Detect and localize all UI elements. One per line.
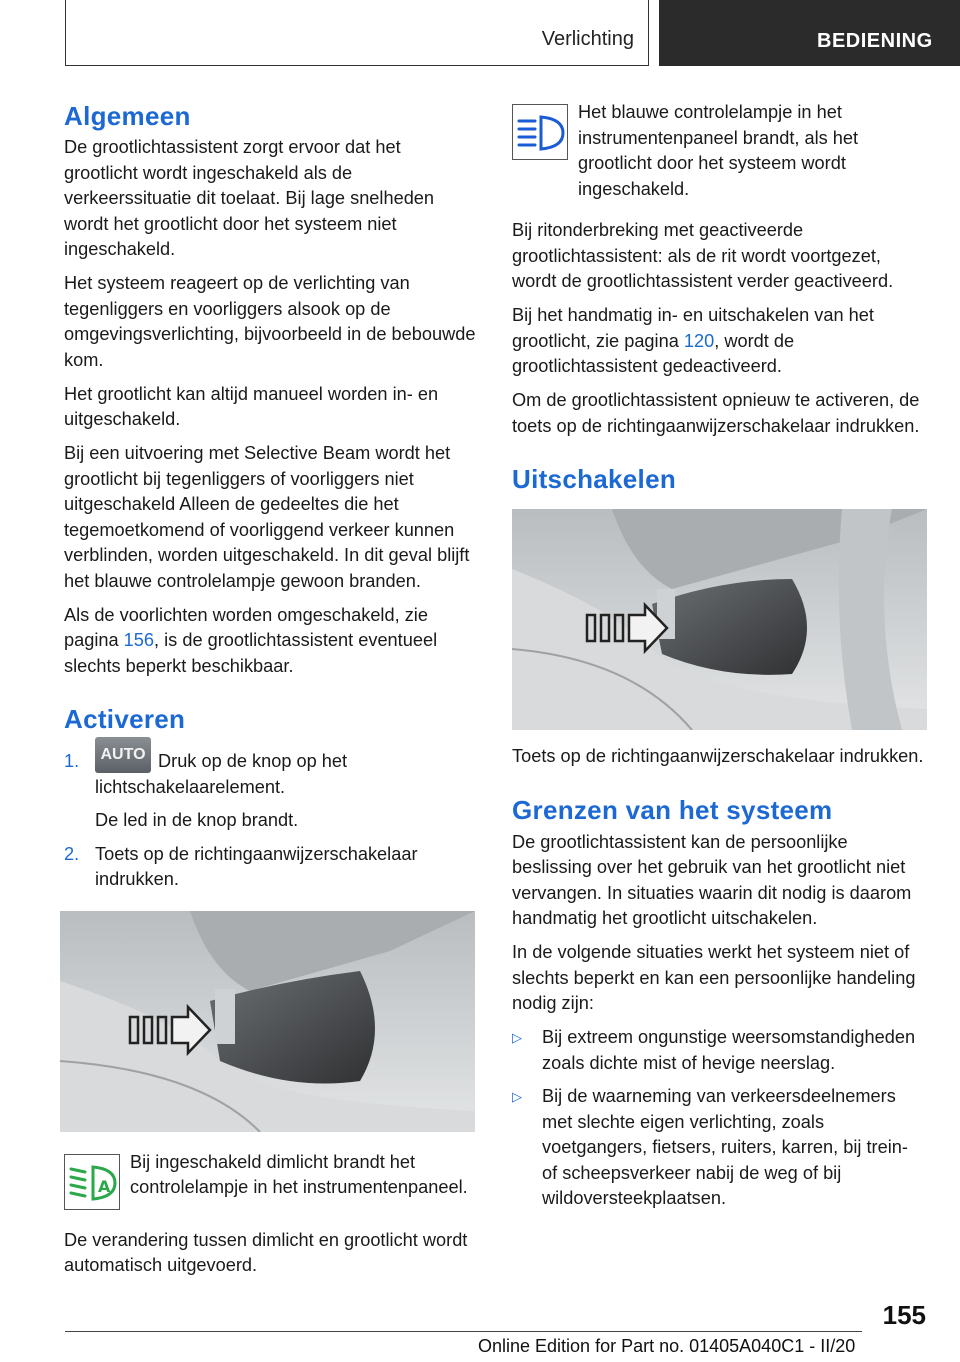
paragraph: Het systeem reageert op de verlichting van tegenliggers en voorliggers alsook op de omgevingsverlichting, bijvoorbeeld in de bebouwde kom.: [64, 273, 476, 370]
heading-algemeen: Algemeen: [64, 101, 191, 131]
left-column: [64, 100, 478, 1287]
page-link-156[interactable]: 156: [123, 630, 155, 651]
paragraph: Als de voorlichten worden omgeschakeld, zie pagina 156, is de grootlichtassistent eventueel slechts beperkt beschikbaar.: [64, 604, 438, 676]
heading-activeren: Activeren: [64, 704, 186, 735]
chapter-title: Verlichting: [541, 28, 634, 50]
step-2: 2. Toets op de richtingaanwijzerschakelaar indrukken.: [64, 843, 418, 890]
section-tab: BEDIENING: [659, 0, 960, 66]
step-number: 2.: [64, 843, 80, 864]
paragraph: Het grootlicht kan altijd manueel worden in- en uitgeschakeld.: [64, 383, 439, 430]
svg-text:A: A: [98, 1176, 111, 1196]
page-number: 155: [882, 1300, 926, 1330]
stalk-photo-activate: [60, 911, 475, 1132]
heading-grenzen: Grenzen van het systeem: [512, 794, 833, 825]
stalk-photo-deactivate: [512, 509, 927, 730]
footer-divider: [65, 1331, 862, 1332]
step-1: 1. AUTO Druk op de knop op het lichtschakelaarelement. De led in de knop brandt.: [64, 749, 478, 834]
list-item: ▷ Bij extreem ongunstige weersomstandigheden zoals dichte mist of hevige neerslag.: [512, 1027, 916, 1073]
footer-edition: Online Edition for Part no. 01405A040C1 - II/20: [478, 1336, 856, 1356]
high-beam-lamp-icon: [512, 104, 568, 160]
paragraph: De grootlichtassistent zorgt ervoor dat het grootlicht wordt ingeschakeld als de verkeerssituatie dit toelaat. Bij lage snelheden wordt het grootlicht door het systeem niet ingeschakeld.: [64, 137, 435, 259]
bullet-triangle-icon: ▷: [512, 1030, 522, 1046]
paragraph: Bij een uitvoering met Selective Beam wordt het grootlicht bij tegenliggers of voorliggers niet uitgeschakeld Alleen de gedeeltes die het tegemoetkomend of voorliggend verkeer kunnen verblinden, worden uitgeschakeld. In dit geval blijft het blauwe controlelampje gewoon branden.: [64, 443, 470, 591]
right-column: [512, 100, 926, 1220]
step-number: 1.: [64, 751, 80, 772]
paragraph: Om de grootlichtassistent opnieuw te activeren, de toets op de richtingaanwijzerschakelaar indrukken.: [512, 390, 920, 436]
paragraph: Bij ritonderbreking met geactiveerde grootlichtassistent: als de rit wordt voortgezet, wordt de grootlichtassistent verder geactiveerd.: [512, 220, 894, 291]
paragraph: De grootlichtassistent kan de persoonlijke beslissing over het gebruik van het grootlicht niet vervangen. In situaties waarin dit nodig is daarom handmatig het grootlicht uitschakelen.: [512, 831, 912, 929]
step-1-note: De led in de knop brandt.: [95, 810, 299, 831]
paragraph: De verandering tussen dimlicht en grootlicht wordt automatisch uitgevoerd.: [64, 1229, 468, 1276]
low-beam-lamp-icon: [64, 1154, 120, 1210]
header-frame: [65, 0, 649, 66]
paragraph: In de volgende situaties werkt het systeem niet of slechts beperkt en kan een persoonlijke handeling nodig zijn:: [512, 942, 916, 1014]
heading-uitschakelen: Uitschakelen: [512, 464, 677, 495]
list-item: ▷ Bij de waarneming van verkeersdeelnemers met slechte eigen verlichting, zoals voetgangers, fietsers, ruiters, karren, bij trein- of scheepsverkeer nabij de weg of bij wildoversteekplaatsen.: [512, 1086, 908, 1209]
bullet-triangle-icon: ▷: [512, 1089, 522, 1105]
indicator-grootlicht: Het blauwe controlelampje in het instrumentenpaneel brandt, als het grootlicht door het systeem wordt ingeschakeld.: [512, 100, 926, 202]
photo-caption: Toets op de richtingaanwijzerschakelaar indrukken.: [512, 746, 924, 767]
page-link-120[interactable]: 120: [683, 330, 715, 351]
paragraph: Bij het handmatig in- en uitschakelen van het grootlicht, zie pagina 120, wordt de grootlichtassistent gedeactiveerd.: [512, 305, 874, 377]
indicator-dimlicht: A Bij ingeschakeld dimlicht brandt het controlelampje in het instrumentenpaneel.: [64, 1150, 478, 1212]
auto-button-icon: AUTO: [95, 737, 151, 773]
